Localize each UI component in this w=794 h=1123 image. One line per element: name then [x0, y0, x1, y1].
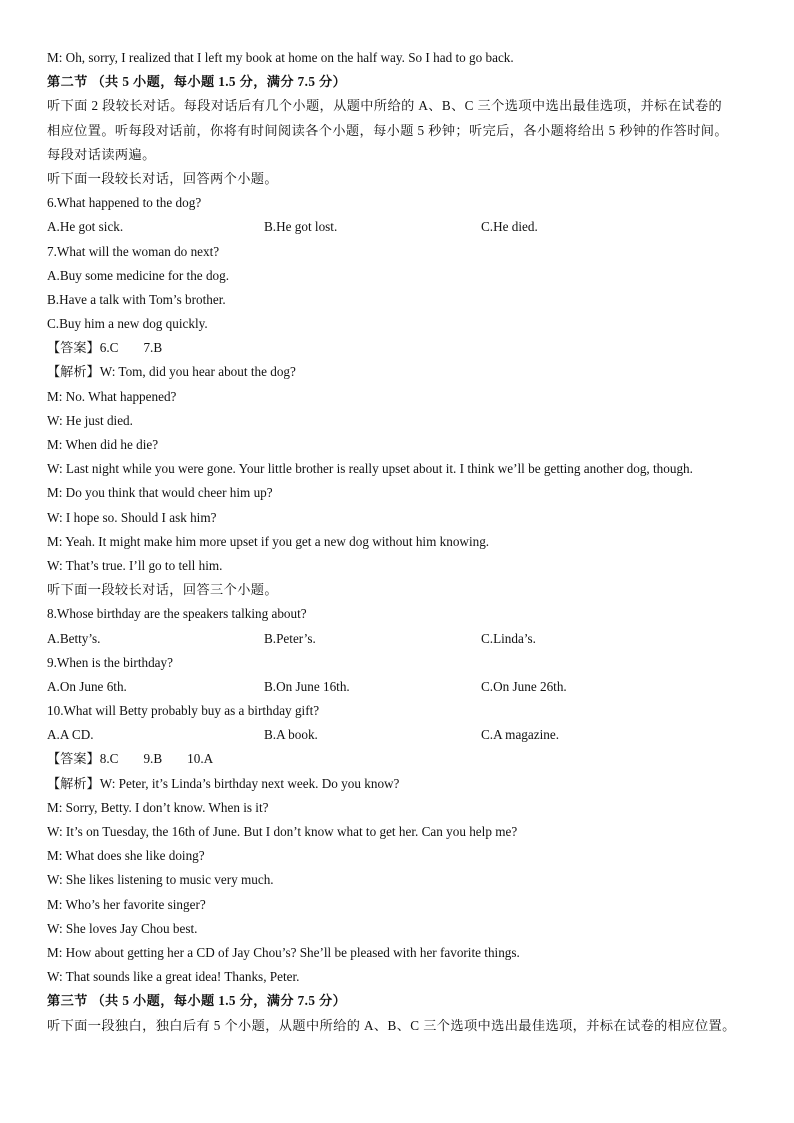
answer-value: 6.C [99, 340, 119, 356]
question-8: 8.Whose birthday are the speakers talking about? [47, 606, 307, 622]
option-b: B.He got lost. [264, 219, 338, 235]
answer-label: 【答案】 [47, 340, 100, 356]
explanation-line [47, 772, 764, 796]
question-8-options [47, 627, 764, 651]
question-9: 9.When is the birthday? [47, 654, 173, 670]
explanation-label: 【解析】 [47, 775, 100, 791]
dialogue-intro: 听下面一段较长对话，回答三个小题。 [47, 582, 278, 598]
dialogue-line: W: She likes listening to music very much. [47, 872, 274, 888]
question-7: 7.What will the woman do next? [47, 243, 220, 259]
option-a: A.A CD. [47, 727, 94, 743]
instruction-line: 相应位置。听每段对话前，你将有时间阅读各个小题，每小题 5 秒钟；听完后，各小题将给出 5 秒钟的作答时间。 [47, 122, 728, 138]
option-a: A.He got sick. [47, 219, 124, 235]
option-b: B.On June 16th. [264, 678, 350, 694]
dialogue-line: W: That’s true. I’ll go to tell him. [47, 557, 223, 573]
option-c: C.He died. [481, 219, 538, 235]
dialogue-line: W: He just died. [47, 412, 133, 428]
instruction-line: 每段对话读两遍。 [47, 146, 156, 162]
option-a: A.On June 6th. [47, 678, 127, 694]
question-6: 6.What happened to the dog? [47, 195, 202, 211]
answer-label: 【答案】 [47, 751, 100, 767]
explanation-line [47, 360, 764, 384]
dialogue-line: M: How about getting her a CD of Jay Chou’s? She’ll be pleased with her favorite things. [47, 944, 520, 960]
answer-value: 7.B [143, 340, 163, 356]
dialogue-line: M: What does she like doing? [47, 848, 205, 864]
dialogue-intro: 听下面一段较长对话，回答两个小题。 [47, 170, 278, 186]
dialogue-line: M: Who’s her favorite singer? [47, 896, 206, 912]
option-a: A.Buy some medicine for the dog. [47, 267, 230, 283]
dialogue-line: W: It’s on Tuesday, the 16th of June. But I don’t know what to get her. Can you help me? [47, 824, 518, 839]
option-b: B.Have a talk with Tom’s brother. [47, 291, 226, 307]
dialogue-text: W: Tom, did you hear about the dog? [99, 364, 296, 380]
dialogue-line: W: That sounds like a great idea! Thanks, Peter. [47, 969, 300, 985]
dialogue-text: W: Peter, it’s Linda’s birthday next week. Do you know? [99, 775, 400, 791]
section-heading-2: 第二节 （共 5 小题，每小题 1.5 分，满分 7.5 分） [47, 74, 347, 90]
option-c: C.Buy him a new dog quickly. [47, 316, 208, 332]
dialogue-line: M: When did he die? [47, 437, 159, 452]
dialogue-line: M: Oh, sorry, I realized that I left my book at home on the half way. So I had to go back. [47, 50, 514, 65]
explanation-label: 【解析】 [47, 364, 100, 380]
dialogue-line: W: I hope so. Should I ask him? [47, 509, 217, 525]
question-10: 10.What will Betty probably buy as a birthday gift? [47, 703, 320, 719]
dialogue-line: M: Do you think that would cheer him up? [47, 485, 273, 501]
option-b: B.Peter’s. [264, 630, 316, 646]
instruction-line: 听下面一段独白，独白后有 5 个小题，从题中所给的 A、B、C 三个选项中选出最佳选项，并标在试卷的相应位置。 [47, 1017, 736, 1033]
section-heading-3: 第三节 （共 5 小题，每小题 1.5 分，满分 7.5 分） [47, 993, 347, 1009]
dialogue-line: W: Last night while you were gone. Your little brother is really upset about it. I think we’ll be getting another dog, though. [47, 461, 693, 477]
dialogue-line: M: Yeah. It might make him more upset if you get a new dog without him knowing. [47, 533, 490, 549]
dialogue-line: M: Sorry, Betty. I don’t know. When is it? [47, 799, 269, 815]
question-10-options [47, 723, 764, 747]
option-a: A.Betty’s. [47, 630, 101, 646]
question-6-options [47, 215, 764, 239]
answer-line [47, 747, 764, 771]
answer-value: 10.A [187, 751, 214, 767]
question-9-options [47, 675, 764, 699]
option-c: C.On June 26th. [481, 678, 567, 694]
option-c: C.Linda’s. [481, 630, 536, 646]
dialogue-line: M: No. What happened? [47, 388, 177, 404]
instruction-line: 听下面 2 段较长对话。每段对话后有几个小题，从题中所给的 A、B、C 三个选项中选出最佳选项，并标在试卷的 [47, 98, 723, 114]
answer-value: 8.C [99, 751, 119, 767]
option-c: C.A magazine. [481, 727, 560, 743]
answer-line [47, 336, 764, 360]
option-b: B.A book. [264, 727, 318, 743]
answer-value: 9.B [143, 751, 163, 767]
dialogue-line: W: She loves Jay Chou best. [47, 920, 198, 936]
